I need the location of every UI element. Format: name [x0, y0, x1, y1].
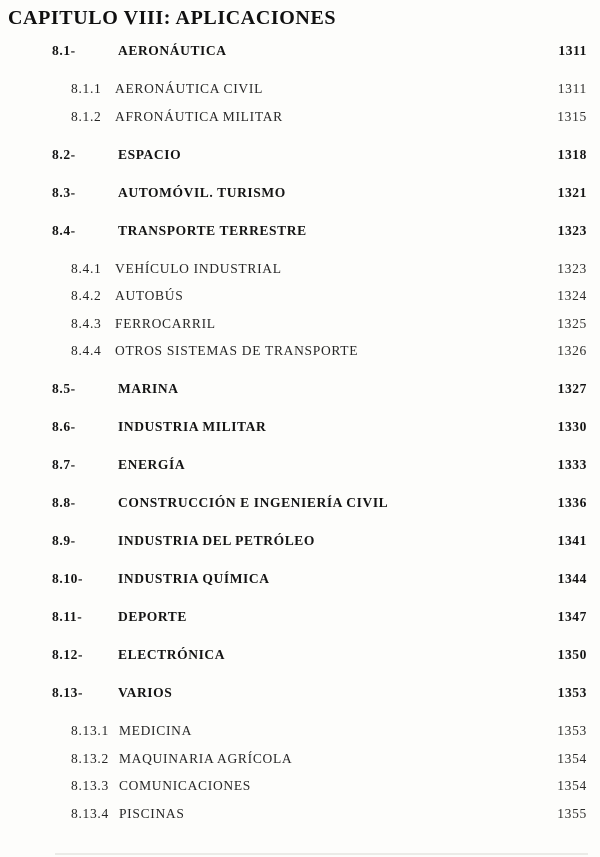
toc-entry [0, 807, 600, 821]
toc-entry-label: AUTOBÚS [115, 288, 184, 303]
toc-entry-page: 1325 [557, 315, 587, 331]
toc-entry-label: COMUNICACIONES [118, 778, 252, 793]
toc-entry [0, 148, 600, 162]
toc-entry-page: 1333 [557, 457, 587, 472]
toc-entry-number: 8.13- [52, 685, 84, 700]
toc-entry [0, 82, 600, 96]
toc-entry-label: MEDICINA [118, 723, 193, 738]
toc-entry-number: 8.12- [52, 647, 84, 662]
toc-entry-page: 1323 [557, 260, 587, 276]
toc-entry-label: AERONÁUTICA CIVIL [115, 81, 264, 96]
toc-entry [0, 724, 600, 738]
toc-entry-label: AERONÁUTICA [118, 43, 227, 58]
toc-entry-page: 1326 [557, 343, 587, 358]
toc-entry-label: ELECTRÓNICA [118, 647, 226, 662]
toc-entry-label: MARINA [118, 381, 179, 396]
toc-entry-page: 1311 [557, 81, 587, 96]
toc-entry-page: 1353 [557, 723, 587, 738]
toc-entry [0, 110, 600, 124]
toc-entry-page: 1318 [557, 146, 587, 162]
toc-entry-label: VEHÍCULO INDUSTRIAL [115, 260, 282, 276]
toc-entry-number: 8.1.2 [71, 108, 102, 124]
toc-entry [0, 224, 600, 238]
toc-entry-page: 1354 [557, 778, 587, 793]
toc-entry-number: 8.13.2 [71, 750, 109, 766]
toc-entry [0, 344, 600, 358]
toc-entry-page: 1355 [557, 805, 587, 821]
toc-entry-number: 8.1.1 [71, 81, 102, 96]
toc-entry-number: 8.1- [52, 43, 76, 58]
toc-entry [0, 534, 600, 548]
toc-entry-number: 8.7- [52, 457, 76, 472]
toc-entry-number: 8.9- [52, 533, 76, 548]
scan-edge-shadow [55, 853, 588, 855]
toc-entry-page: 1341 [557, 533, 587, 548]
toc-entry-page: 1324 [557, 288, 587, 303]
toc-entry [0, 752, 600, 766]
toc-entry-number: 8.13.4 [71, 805, 109, 821]
toc-entry [0, 317, 600, 331]
toc-entry-page: 1321 [557, 184, 587, 200]
toc-entry-page: 1330 [557, 419, 587, 434]
toc-entry-label: ESPACIO [118, 146, 182, 162]
toc-entry-label: INDUSTRIA DEL PETRÓLEO [118, 533, 315, 548]
toc-entry-label: OTROS SISTEMAS DE TRANSPORTE [115, 343, 359, 358]
toc-entry-page: 1311 [558, 43, 587, 58]
toc-entry-page: 1323 [557, 222, 587, 238]
document-page [0, 8, 600, 857]
toc-entry-label: TRANSPORTE TERRESTRE [118, 222, 307, 238]
toc-entry-label: MAQUINARIA AGRÍCOLA [118, 750, 293, 766]
toc-entry-number: 8.4- [52, 222, 76, 238]
toc-entry [0, 44, 600, 58]
toc-entry-page: 1344 [557, 571, 587, 586]
toc-entry-page: 1347 [557, 609, 587, 624]
toc-entry [0, 496, 600, 510]
toc-entry-number: 8.11- [52, 609, 83, 624]
toc-entry [0, 648, 600, 662]
toc-entry-number: 8.4.2 [71, 288, 102, 303]
toc-entry-number: 8.13.3 [71, 778, 109, 793]
toc-entry [0, 779, 600, 793]
toc-entry-number: 8.2- [52, 146, 76, 162]
toc-entry-number: 8.6- [52, 419, 76, 434]
toc-entry [0, 610, 600, 624]
toc-entry-label: CONSTRUCCIÓN E INGENIERÍA CIVIL [118, 495, 389, 510]
toc-entry-page: 1315 [557, 108, 587, 124]
toc-entry-label: AUTOMÓVIL. TURISMO [118, 184, 286, 200]
toc-entry-number: 8.10- [52, 571, 84, 586]
toc-entry-label: INDUSTRIA QUÍMICA [118, 571, 270, 586]
toc-entry-number: 8.4.1 [71, 260, 102, 276]
toc-entry [0, 686, 600, 700]
toc-entry-label: VARIOS [118, 685, 173, 700]
toc-entry [0, 572, 600, 586]
toc-entry-label: PISCINAS [118, 805, 185, 821]
toc-entry-page: 1354 [557, 750, 587, 766]
toc-entry-number: 8.4.4 [71, 343, 102, 358]
table-of-contents [0, 44, 600, 821]
toc-entry-label: AFRONÁUTICA MILITAR [115, 108, 283, 124]
toc-entry-number: 8.13.1 [71, 723, 109, 738]
toc-entry-page: 1336 [557, 495, 587, 510]
toc-entry-label: FERROCARRIL [115, 315, 216, 331]
toc-entry-number: 8.3- [52, 184, 76, 200]
toc-entry [0, 262, 600, 276]
toc-entry-page: 1327 [557, 381, 587, 396]
toc-entry-number: 8.8- [52, 495, 76, 510]
toc-entry-page: 1353 [557, 685, 587, 700]
toc-entry-page: 1350 [557, 647, 587, 662]
toc-entry-label: INDUSTRIA MILITAR [118, 419, 267, 434]
toc-entry-label: DEPORTE [118, 609, 187, 624]
toc-entry [0, 289, 600, 303]
toc-entry-label: ENERGÍA [118, 457, 186, 472]
toc-entry [0, 186, 600, 200]
chapter-title: CAPITULO VIII: APLICACIONES [8, 7, 337, 29]
toc-entry [0, 420, 600, 434]
toc-entry-number: 8.4.3 [71, 315, 102, 331]
toc-entry [0, 458, 600, 472]
toc-entry-number: 8.5- [52, 381, 76, 396]
toc-entry [0, 382, 600, 396]
